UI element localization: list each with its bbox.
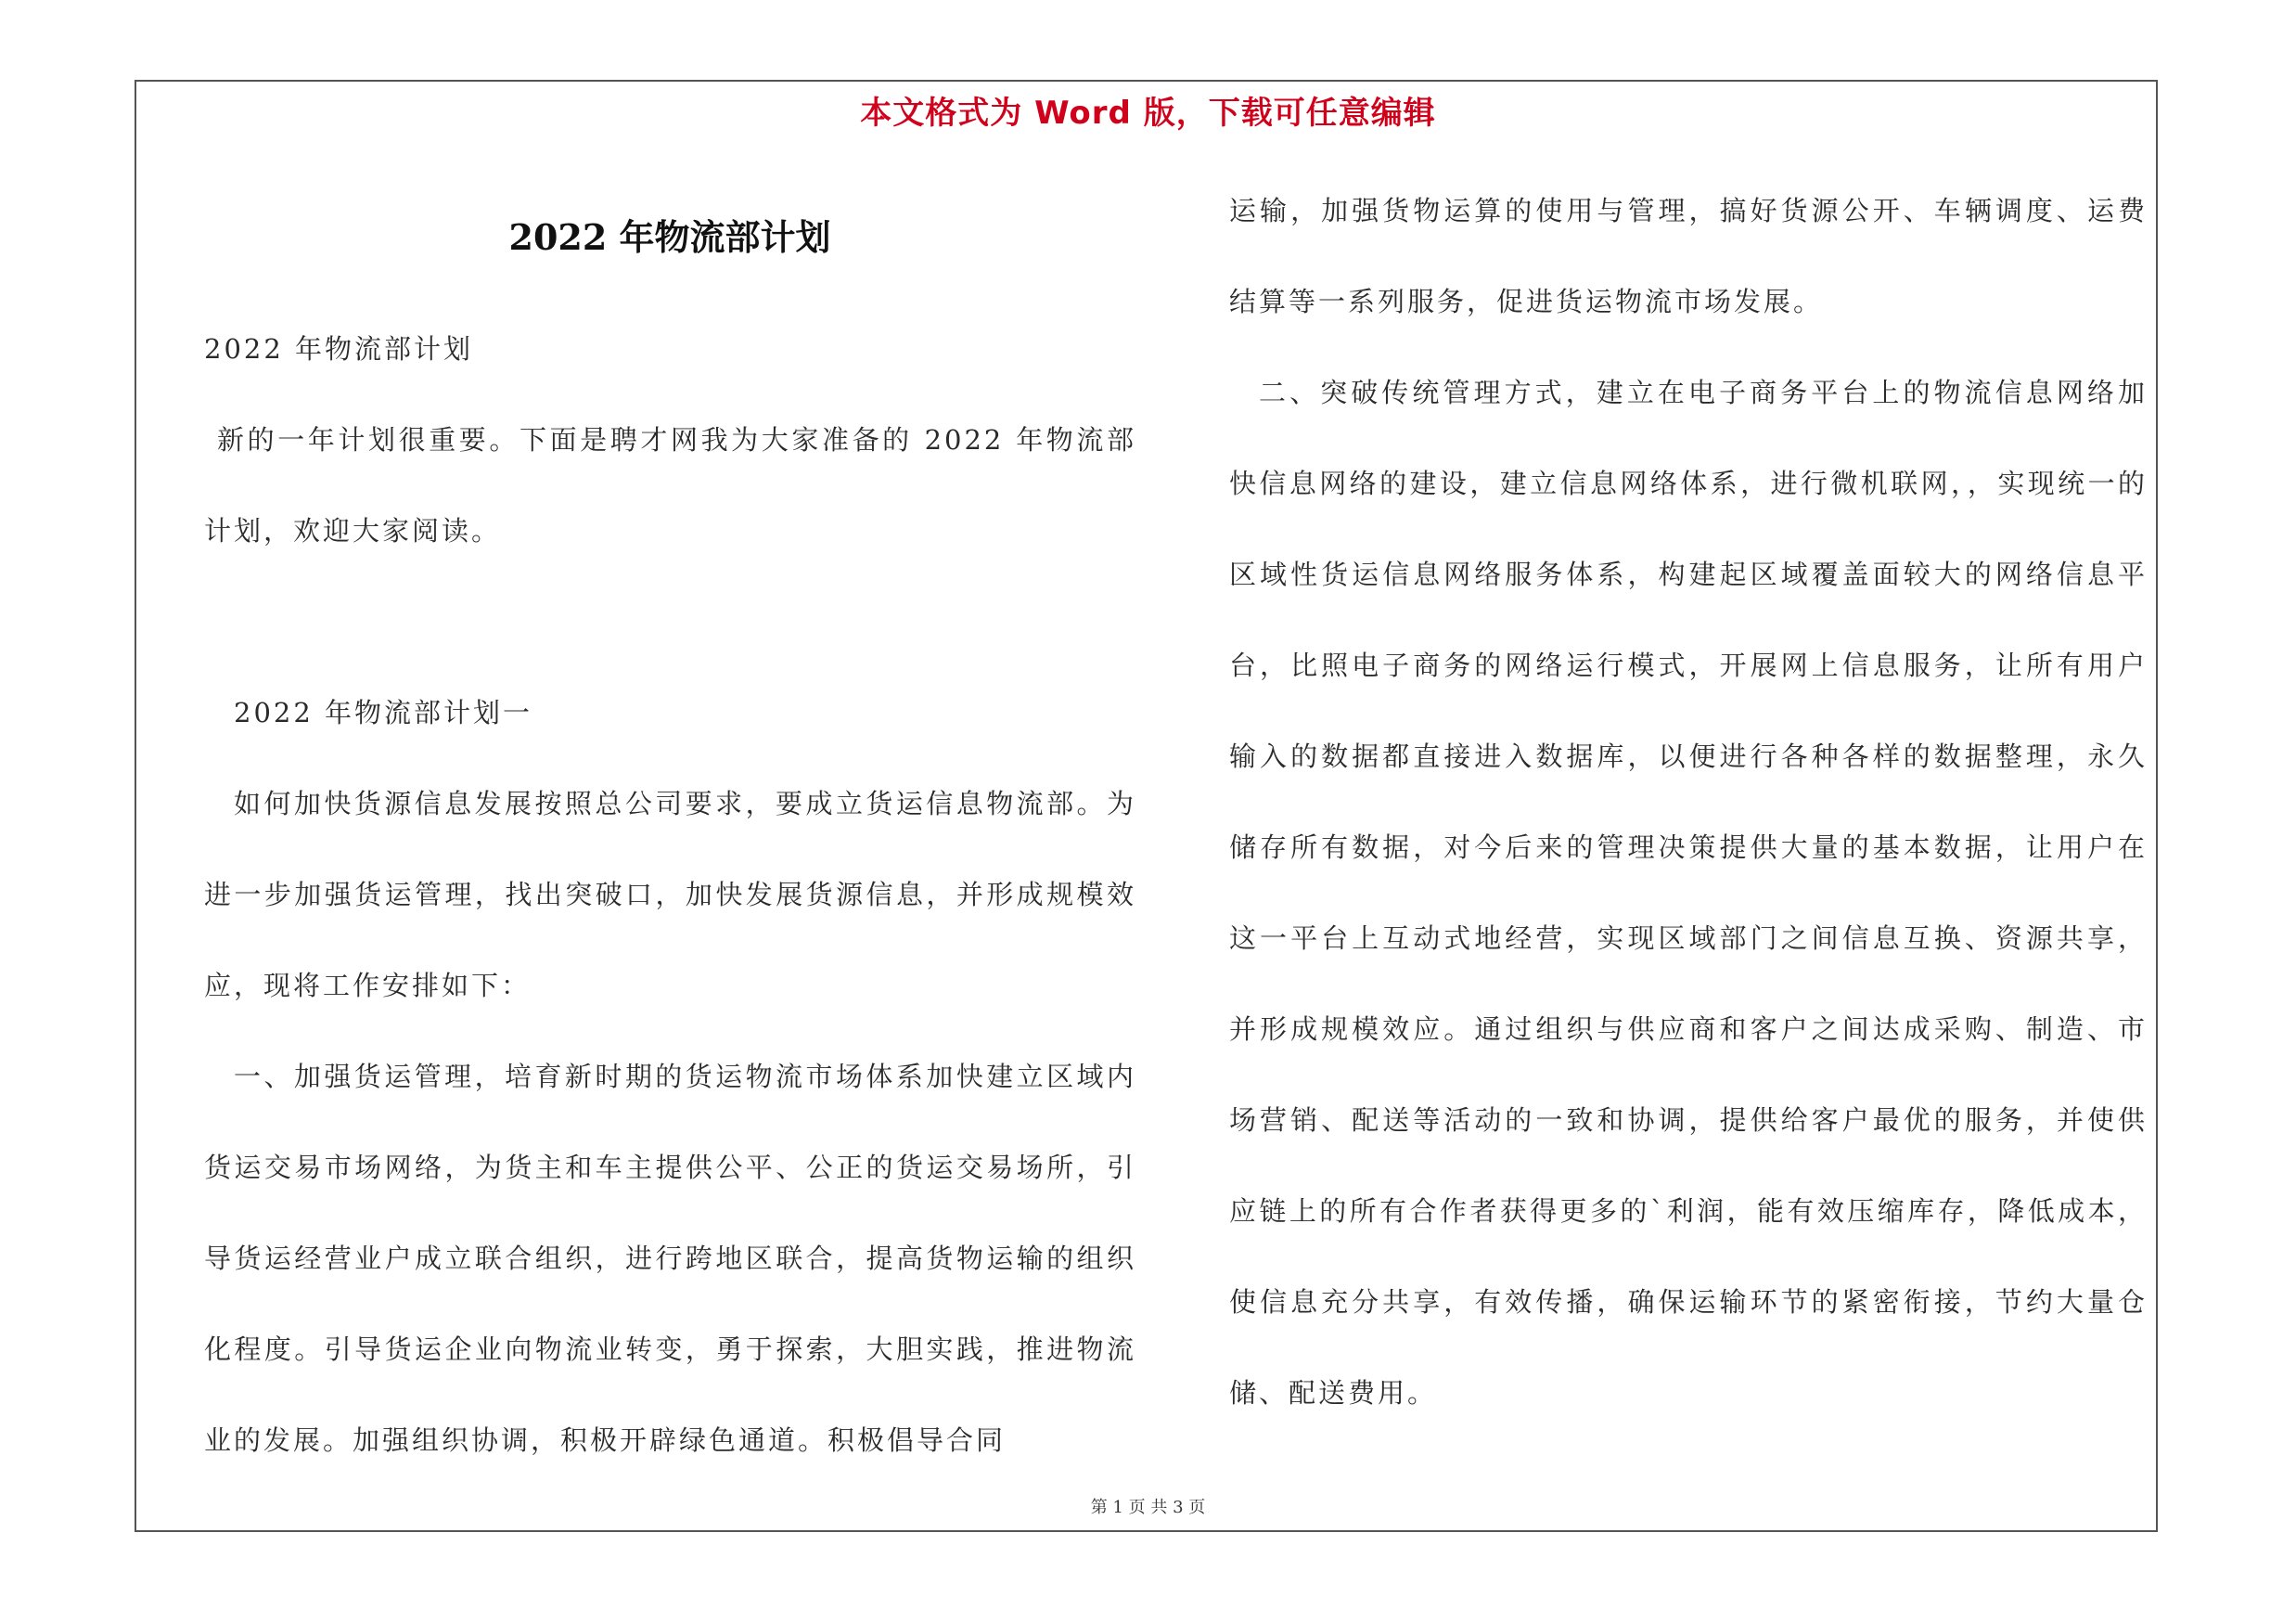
page-footer: 第 1 页 共 3 页 — [1090, 1498, 1206, 1517]
section-heading: 2022 年物流部计划一 — [234, 697, 533, 728]
right-column — [1229, 165, 2148, 1438]
body-paragraph: 运输，加强货物运算的使用与管理，搞好货源公开、车辆调度、运费结算等一系列服务，促进货运物流市场发展。 — [1229, 195, 2148, 317]
blank-line — [204, 576, 1136, 667]
word-format-banner: 本文格式为 Word 版，下载可任意编辑 — [860, 95, 1436, 132]
subtitle-paragraph: 2022 年物流部计划 — [204, 333, 474, 365]
left-column — [204, 303, 1136, 1486]
body-paragraph: 二、突破传统管理方式，建立在电子商务平台上的物流信息网络加快信息网络的建设，建立信息网络体系，进行微机联网，，实现统一的区域性货运信息网络服务体系，构建起区域覆盖面较大的网络信息平台，比照电子商务的网络运行模式，开展网上信息服务，让所有用户输入的数据都直接进入数据库，以便进行各种各样的数据整理，永久储存所有数据，对今后来的管理决策提供大量的基本数据，让用户在这一平台上互动式地经营，实现区域部门之间信息互换、资源共享，并形成规模效应。通过组织与供应商和客户之间达成采购、制造、市场营销、配送等活动的一致和协调，提供给客户最优的服务，并使供应链上的所有合作者获得更多的`利润，能有效压缩库存，降低成本，使信息充分共享，有效传播，确保运输环节的紧密衔接，节约大量仓储、配送费用。 — [1229, 377, 2148, 1409]
body-paragraph: 如何加快货源信息发展按照总公司要求，要成立货运信息物流部。为进一步加强货运管理，找出突破口，加快发展货源信息，并形成规模效应，现将工作安排如下： — [204, 788, 1136, 1001]
document-title: 2022 年物流部计划 — [508, 216, 831, 258]
body-paragraph: 一、加强货运管理，培育新时期的货运物流市场体系加快建立区域内货运交易市场网络，为货主和车主提供公平、公正的货运交易场所，引导货运经营业户成立联合组织，进行跨地区联合，提高货物运输的组织化程度。引导货运企业向物流业转变，勇于探索，大胆实践，推进物流业的发展。加强组织协调，积极开辟绿色通道。积极倡导合同 — [204, 1061, 1136, 1456]
intro-paragraph: 新的一年计划很重要。下面是聘才网我为大家准备的 2022 年物流部计划，欢迎大家阅读。 — [204, 424, 1136, 547]
